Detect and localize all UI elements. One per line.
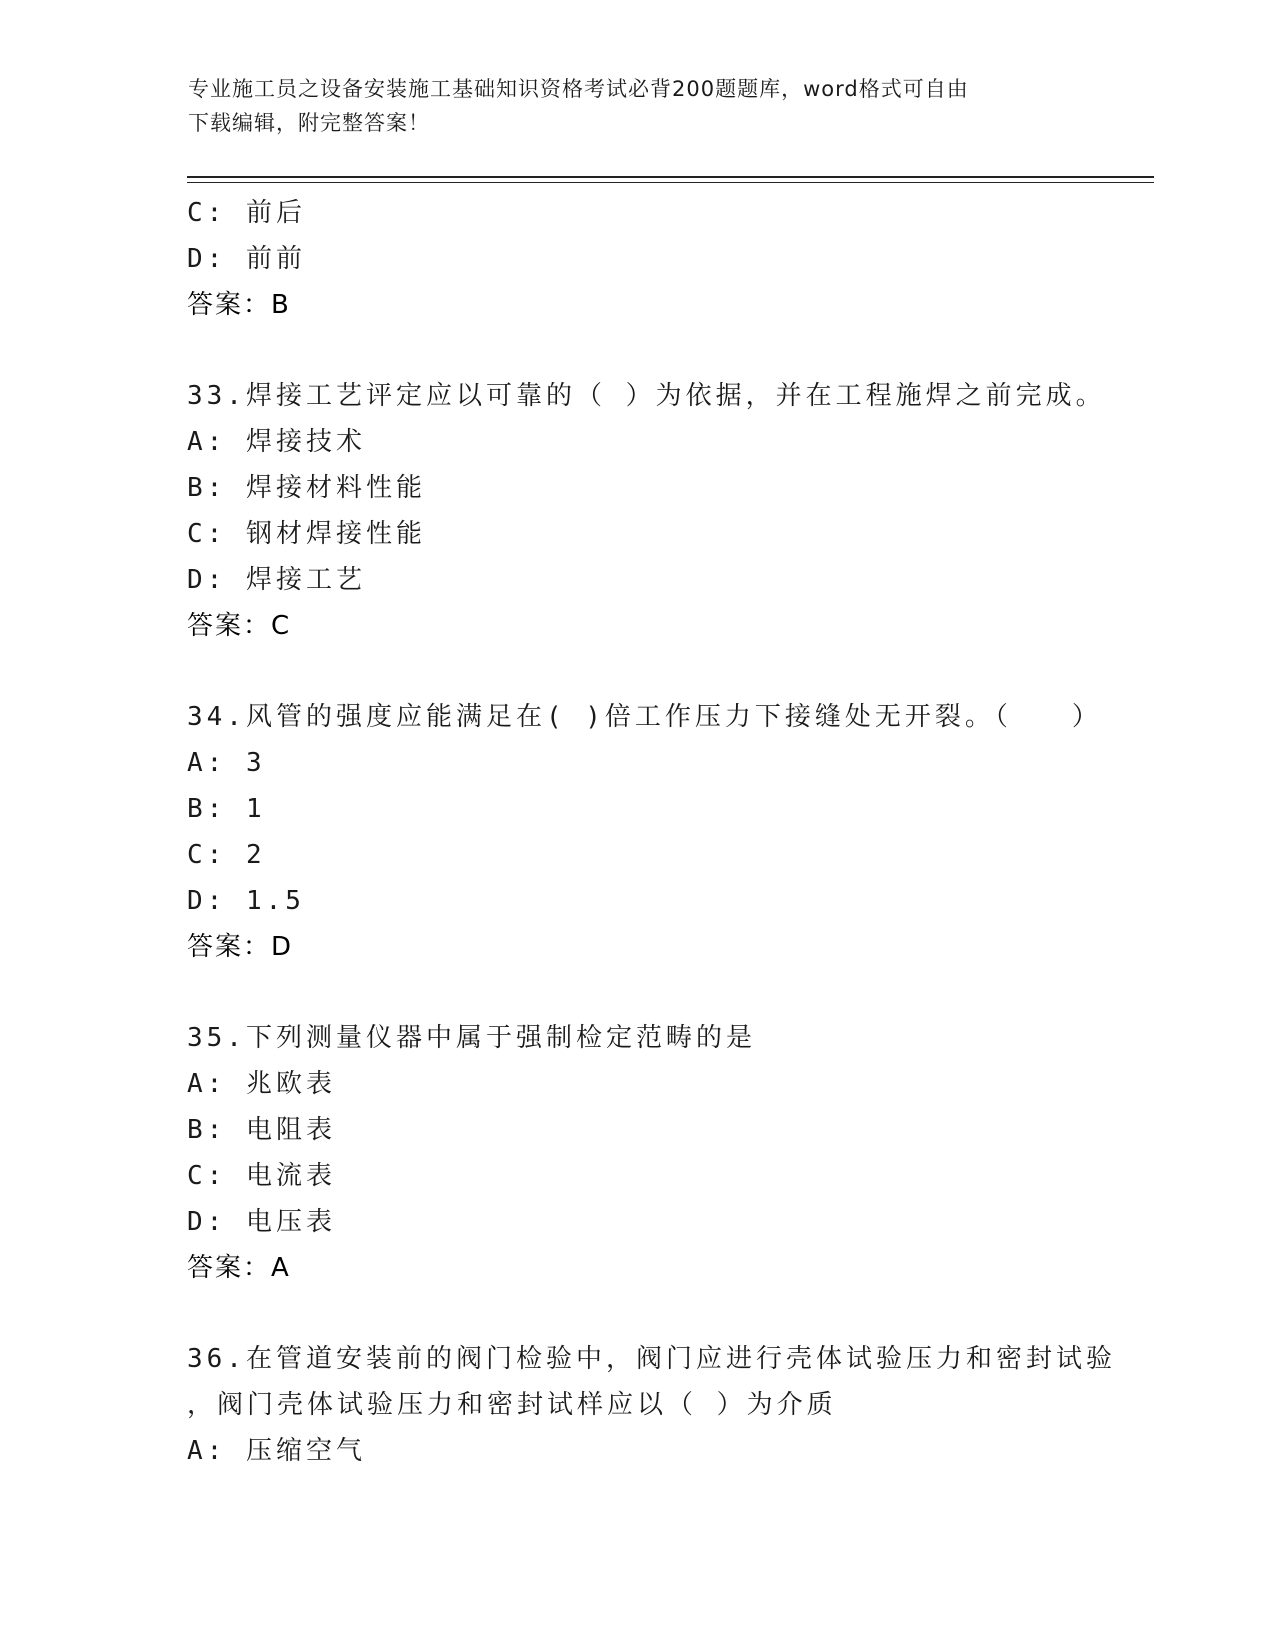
header-line-1: 专业施工员之设备安装施工基础知识资格考试必背200题题库，word格式可自由: [188, 77, 969, 101]
question-stem: 33.焊接工艺评定应以可靠的（ ）为依据，并在工程施焊之前完成。: [187, 381, 1106, 411]
option-b: B: 电阻表: [187, 1115, 336, 1145]
question-stem-line-1: 36.在管道安装前的阀门检验中，阀门应进行壳体试验压力和密封试验: [187, 1344, 1116, 1374]
option-d: D: 电压表: [187, 1207, 336, 1237]
option-b: B: 1: [187, 794, 266, 824]
option-d: D: 前前: [187, 244, 306, 274]
header-line-2: 下载编辑，附完整答案！: [188, 111, 430, 135]
question-list: [187, 190, 1147, 1474]
question-stem-line-2: ，阀门壳体试验压力和密封试样应以（ ）为介质: [187, 1390, 837, 1420]
question-34: [187, 694, 1147, 970]
question-stem: 34.风管的强度应能满足在( )倍工作压力下接缝处无开裂。（ ）: [187, 702, 1102, 732]
option-d: D: 1.5: [187, 886, 305, 916]
option-c: C: 前后: [187, 198, 306, 228]
option-b: B: 焊接材料性能: [187, 473, 426, 503]
option-d: D: 焊接工艺: [187, 565, 366, 595]
question-32-tail: [187, 190, 1147, 328]
option-a: A: 兆欧表: [187, 1069, 336, 1099]
document-header: [188, 72, 1088, 140]
option-a: A: 焊接技术: [187, 427, 366, 457]
option-c: C: 钢材焊接性能: [187, 519, 426, 549]
option-c: C: 电流表: [187, 1161, 336, 1191]
answer-label: 答案：A: [187, 1253, 291, 1283]
header-divider-thin: [187, 182, 1154, 183]
option-a: A: 压缩空气: [187, 1436, 366, 1466]
question-33: [187, 373, 1147, 649]
option-a: A: 3: [187, 748, 266, 778]
option-c: C: 2: [187, 840, 266, 870]
question-35: [187, 1015, 1147, 1291]
question-stem: 35.下列测量仪器中属于强制检定范畴的是: [187, 1023, 756, 1053]
answer-label: 答案：D: [187, 932, 294, 962]
question-36: [187, 1336, 1147, 1474]
header-divider-thick: [187, 176, 1154, 178]
answer-label: 答案：B: [187, 290, 291, 320]
answer-label: 答案：C: [187, 611, 292, 641]
